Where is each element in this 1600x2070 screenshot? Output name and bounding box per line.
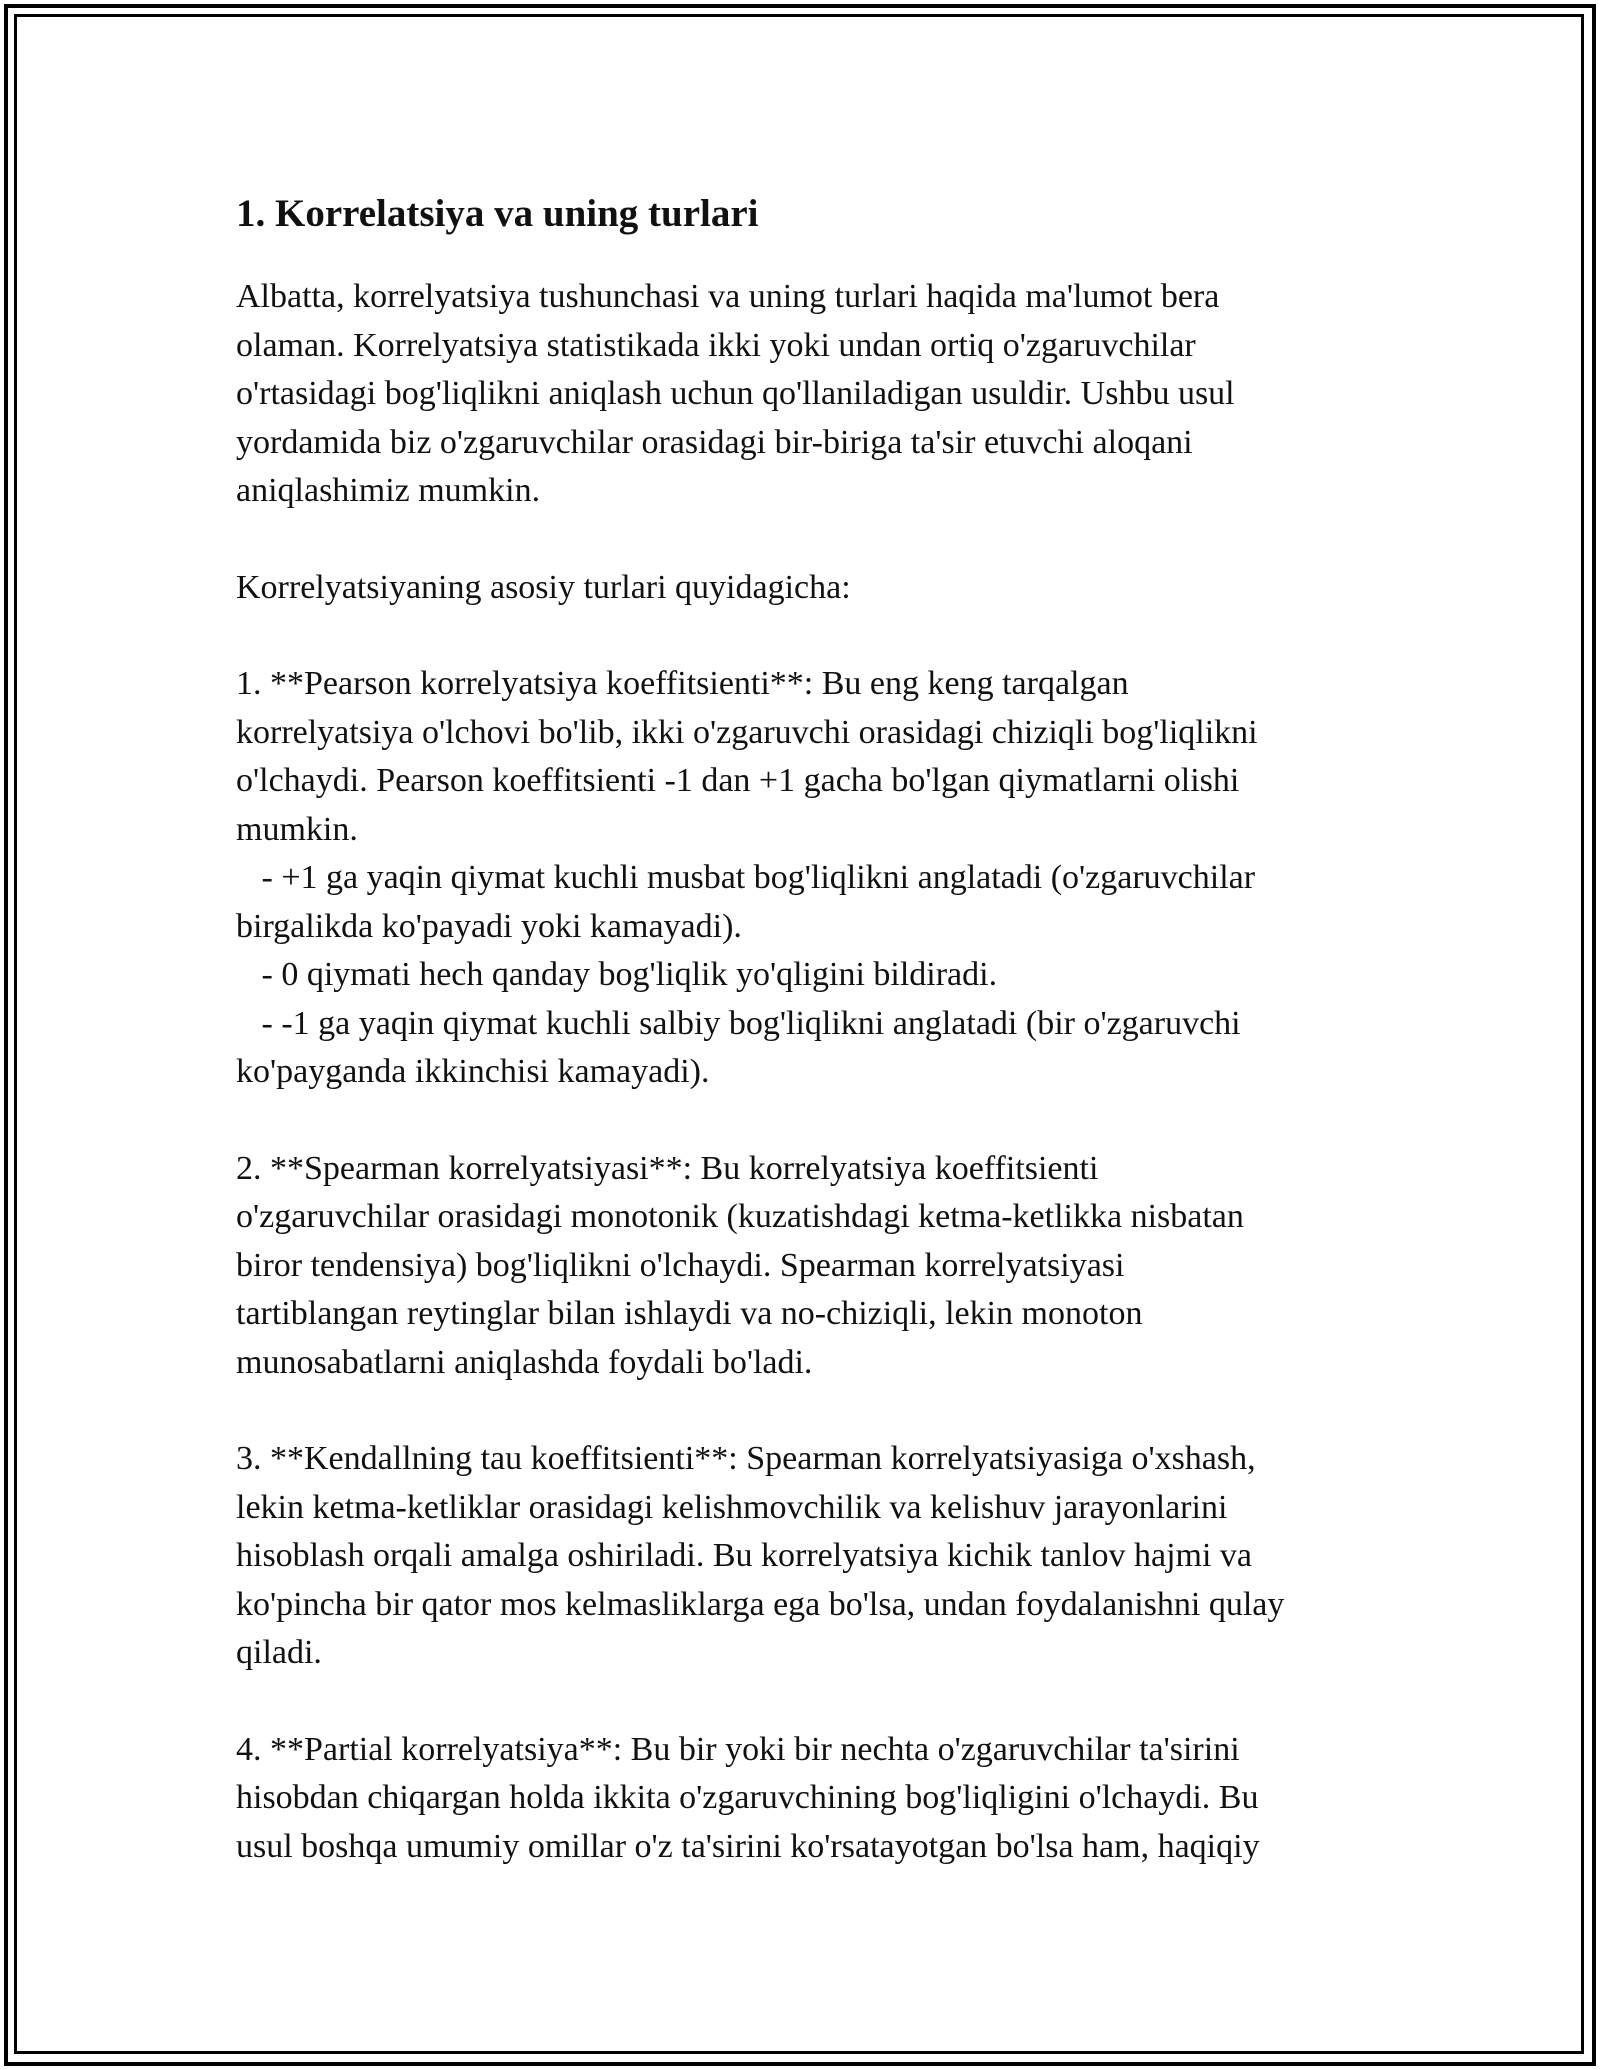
text-line: - 0 qiymati hech qanday bog'liqlik yo'qligini bildiradi. — [236, 956, 998, 993]
spearman-paragraph — [236, 1145, 1376, 1388]
text-line: 3. **Kendallning tau koeffitsienti**: Spearman korrelyatsiyasiga o'xshash, — [236, 1440, 1256, 1477]
text-line: mumkin. — [236, 810, 358, 848]
text-line: yordamida biz o'zgaruvchilar orasidagi bir-biriga ta'sir etuvchi aloqani — [236, 423, 1193, 461]
text-line: hisoblash orqali amalga oshiriladi. Bu korrelyatsiya kichik tanlov hajmi va — [236, 1537, 1252, 1574]
intro-paragraph — [236, 273, 1376, 516]
text-line: 1. **Pearson korrelyatsiya koeffitsienti**: Bu eng keng tarqalgan — [236, 665, 1129, 702]
text-line: birgalikda ko'payadi yoki kamayadi). — [236, 907, 742, 945]
text-line: - +1 ga yaqin qiymat kuchli musbat bog'liqlikni anglatadi (o'zgaruvchilar — [236, 859, 1256, 896]
text-line: ko'pincha bir qator mos kelmasliklarga ega bo'lsa, undan foydalanishni qulay — [236, 1585, 1285, 1623]
text-line: Albatta, korrelyatsiya tushunchasi va uning turlari haqida ma'lumot bera — [236, 278, 1220, 315]
pearson-paragraph — [236, 660, 1376, 1097]
text-line: olaman. Korrelyatsiya statistikada ikki yoki undan ortiq o'zgaruvchilar — [236, 326, 1196, 364]
text-line: o'rtasidagi bog'liqlikni aniqlash uchun qo'llaniladigan usuldir. Ushbu usul — [236, 375, 1235, 412]
kendall-paragraph — [236, 1435, 1376, 1678]
text-line: - -1 ga yaqin qiymat kuchli salbiy bog'liqlikni anglatadi (bir o'zgaruvchi — [236, 1004, 1241, 1042]
text-line: o'zgaruvchilar orasidagi monotonik (kuzatishdagi ketma-ketlikka nisbatan — [236, 1198, 1244, 1235]
text-line: korrelyatsiya o'lchovi bo'lib, ikki o'zgaruvchi orasidagi chiziqli bog'liqlikni — [236, 713, 1258, 751]
text-line: o'lchaydi. Pearson koeffitsienti -1 dan +1 gacha bo'lgan qiymatlarni olishi — [236, 762, 1240, 799]
partial-paragraph — [236, 1726, 1376, 1872]
document-body — [236, 185, 1376, 1919]
section-heading: 1. Korrelatsiya va uning turlari — [236, 192, 759, 235]
types-intro-paragraph — [236, 564, 1376, 613]
text-line: usul boshqa umumiy omillar o'z ta'sirini ko'rsatayotgan bo'lsa ham, haqiqiy — [236, 1827, 1260, 1865]
text-line: Korrelyatsiyaning asosiy turlari quyidagicha: — [236, 568, 851, 606]
text-line: 4. **Partial korrelyatsiya**: Bu bir yoki bir nechta o'zgaruvchilar ta'sirini — [236, 1730, 1240, 1768]
text-line: lekin ketma-ketliklar orasidagi kelishmovchilik va kelishuv jarayonlarini — [236, 1488, 1228, 1526]
text-line: 2. **Spearman korrelyatsiyasi**: Bu korrelyatsiya koeffitsienti — [236, 1149, 1099, 1187]
text-line: aniqlashimiz mumkin. — [236, 472, 541, 509]
text-line: hisobdan chiqargan holda ikkita o'zgaruvchining bog'liqligini o'lchaydi. Bu — [236, 1779, 1259, 1816]
text-line: qiladi. — [236, 1634, 322, 1671]
text-line: tartiblangan reytinglar bilan ishlaydi va no-chiziqli, lekin monoton — [236, 1295, 1143, 1332]
text-line: ko'payganda ikkinchisi kamayadi). — [236, 1053, 710, 1090]
text-line: munosabatlarni aniqlashda foydali bo'ladi. — [236, 1343, 813, 1381]
text-line: biror tendensiya) bog'liqlikni o'lchaydi. Spearman korrelyatsiyasi — [236, 1246, 1125, 1284]
